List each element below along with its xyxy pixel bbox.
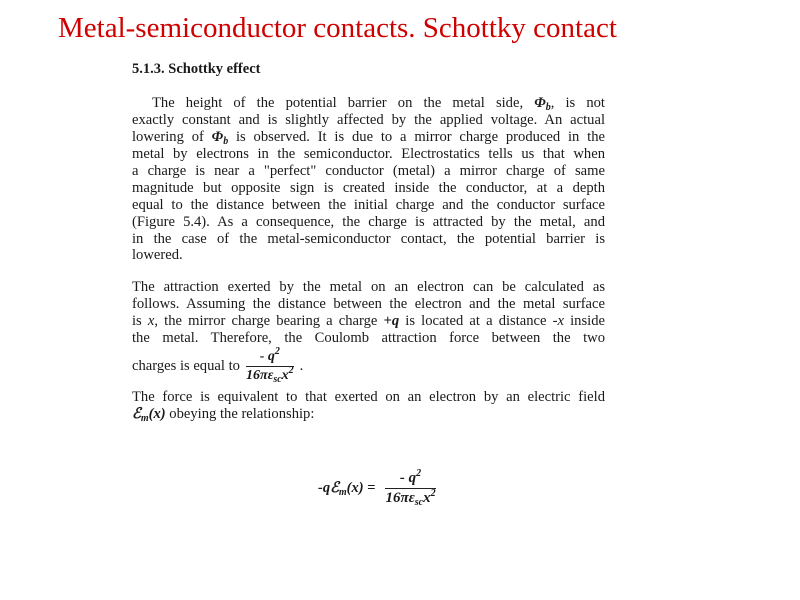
equation-lhs: -qℰ$_m$(x) =: [318, 480, 376, 498]
text-line: charges is equal to: [132, 358, 240, 374]
inline-fraction: $\frac{- q^2}{16\pi\varepsilon_{sc}x^2}$: [245, 346, 294, 385]
text-line: ℰ$_m$(x) obeying the relationship:: [132, 406, 315, 424]
text-line: a charge is near a "perfect" conductor (metal) a mirror charge of same: [132, 163, 605, 179]
text-line: equal to the distance between the initial charge and the conductor surface: [132, 197, 605, 213]
period: .: [299, 358, 304, 374]
text-line: is x, the mirror charge bearing a charge +q is located at a distance -x inside: [132, 313, 605, 329]
text-line: the metal. Therefore, the Coulomb attraction force between the two: [132, 330, 605, 346]
text-line: magnitude but opposite sign is created inside the conductor, at a depth: [132, 180, 605, 196]
slide-title: Metal-semiconductor contacts. Schottky contact: [58, 12, 617, 44]
text-line: The force is equivalent to that exerted on an electron by an electric field: [132, 389, 605, 405]
text-line: lowered.: [132, 247, 183, 263]
text-line: (Figure 5.4). As a consequence, the charge is attracted by the metal, and: [132, 214, 605, 230]
text-line: metal by electrons in the semiconductor. Electrostatics tells us that when: [132, 146, 605, 162]
text-line: The height of the potential barrier on the metal side, $\Phi_b$, is not: [152, 95, 605, 113]
text-line: exactly constant and is slightly affected by the applied voltage. An actual: [132, 112, 605, 128]
text-line: lowering of $\Phi_b$ is observed. It is due to a mirror charge produced in the: [132, 129, 605, 147]
text-line: in the case of the metal-semiconductor contact, the potential barrier is: [132, 231, 605, 247]
fraction-line: [132, 346, 304, 385]
equation-field: [318, 470, 436, 507]
section-heading: 5.1.3. Schottky effect: [132, 61, 261, 77]
equation-fraction: $\frac{- q^2}{16\pi\varepsilon_{sc}x^2}$: [385, 468, 436, 508]
text-line: The attraction exerted by the metal on an electron can be calculated as: [132, 279, 605, 295]
text-line: follows. Assuming the distance between the electron and the metal surface: [132, 296, 605, 312]
